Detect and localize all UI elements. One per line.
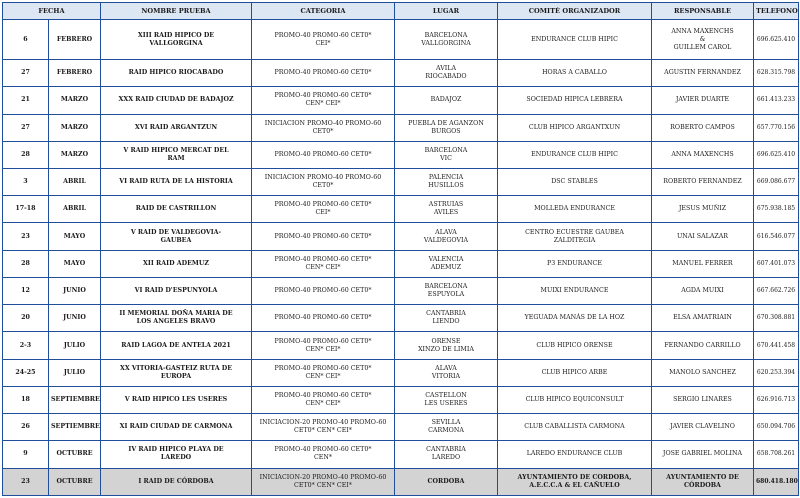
event-category-line: PROMO-40 PROMO-60 CET0* (274, 337, 372, 345)
organizing-committee (498, 250, 652, 277)
event-name-line: RAID LAGOA DE ANTELA 2021 (121, 341, 231, 349)
event-name-line: VI RAID RUTA DE LA HISTORIA (119, 178, 233, 186)
event-location (395, 20, 498, 60)
date-day: 18 (3, 386, 49, 413)
responsible-person-line: MANUEL FERRER (672, 259, 733, 267)
event-name-line: V RAID HIPICO MERCAT DEL (123, 146, 229, 154)
date-day: 28 (3, 250, 49, 277)
organizing-committee (498, 468, 652, 495)
event-category-line: PROMO-40 PROMO-60 CET0* (274, 364, 372, 372)
event-category-line: INICIACION PROMO-40 PROMO-60 (264, 119, 382, 127)
event-name (101, 196, 252, 223)
event-name-line: EUROPA (160, 372, 192, 380)
event-name (101, 305, 252, 332)
organizing-committee-line: DSC STABLES (551, 178, 598, 186)
phone-number: 696.625.410 (754, 141, 799, 168)
event-location-line: VIC (440, 154, 452, 162)
event-name-line: GAUBEA (160, 236, 192, 244)
responsible-person-line: CÓRDOBA (684, 481, 721, 489)
event-location-line: CASTELLON (425, 391, 467, 399)
organizing-committee (498, 60, 652, 87)
event-category-line: CEI* (315, 39, 331, 47)
responsible-person-line: ANNA MAXENCHS (671, 150, 734, 158)
table-row (3, 223, 799, 250)
date-month: JUNIO (49, 277, 101, 304)
event-category-line: CEN* (313, 454, 333, 462)
event-category-line: PROMO-40 PROMO-60 CET0* (274, 92, 372, 100)
header-categoria: CATEGORIA (252, 3, 395, 20)
responsible-person (652, 169, 754, 196)
date-day: 12 (3, 277, 49, 304)
organizing-committee-line: P3 ENDURANCE (547, 259, 602, 267)
event-category-line: PROMO-40 PROMO-60 CET0* (274, 31, 372, 39)
event-location-line: ALAVA (435, 228, 457, 236)
header-comite: COMITÉ ORGANIZADOR (498, 3, 652, 20)
event-name-line: XVI RAID ARGANTZUN (134, 123, 218, 131)
event-category-line: PROMO-40 PROMO-60 CET0* (274, 201, 372, 209)
event-location (395, 277, 498, 304)
event-category-line: PROMO-40 PROMO-60 CET0* (274, 232, 372, 240)
event-name (101, 87, 252, 114)
header-row (3, 3, 799, 20)
date-month: MARZO (49, 87, 101, 114)
responsible-person (652, 277, 754, 304)
date-day: 27 (3, 60, 49, 87)
header-lugar: LUGAR (395, 3, 498, 20)
event-location-line: CANTABRIA (426, 310, 466, 318)
event-location-line: BURGOS (431, 127, 461, 135)
phone-number: 650.094.706 (754, 414, 799, 441)
responsible-person (652, 114, 754, 141)
responsible-person-line: SERGIO LINARES (673, 395, 732, 403)
date-day: 17-18 (3, 196, 49, 223)
event-location (395, 223, 498, 250)
event-category-line: PROMO-40 PROMO-60 CET0* (274, 314, 372, 322)
responsible-person-line: AGUSTIN FERNANDEZ (664, 69, 741, 77)
event-category (252, 305, 395, 332)
event-category (252, 60, 395, 87)
event-location-line: HUSILLOS (428, 182, 464, 190)
event-location (395, 468, 498, 495)
event-location-line: AVILES (433, 209, 459, 217)
table-row (3, 114, 799, 141)
date-day: 6 (3, 20, 49, 60)
event-location-line: VALLGORGINA (421, 39, 471, 47)
event-location (395, 114, 498, 141)
date-day: 24-25 (3, 359, 49, 386)
responsible-person-line: ELSA AMATRIAIN (673, 314, 732, 322)
responsible-person-line: UNAI SALAZAR (676, 232, 729, 240)
event-category (252, 169, 395, 196)
table-row (3, 441, 799, 468)
event-location-line: LAREDO (431, 454, 461, 462)
organizing-committee (498, 114, 652, 141)
event-category-line: CET0* (312, 127, 334, 135)
organizing-committee-line: MOLLEDA ENDURANCE (534, 205, 615, 213)
organizing-committee-line: A.E.C.C.A & EL CAÑUELO (529, 481, 620, 489)
event-category (252, 87, 395, 114)
table-row (3, 169, 799, 196)
date-day: 27 (3, 114, 49, 141)
event-category (252, 196, 395, 223)
date-month: OCTUBRE (49, 468, 101, 495)
responsible-person-line: & (699, 35, 706, 43)
event-category-line: PROMO-40 PROMO-60 CET0* (274, 150, 372, 158)
organizing-committee-line: CLUB HIPICO ARGANTXUN (528, 123, 621, 131)
event-location-line: VALENCIA (428, 255, 464, 263)
table-row (3, 87, 799, 114)
phone-number: 680.418.180 (754, 468, 799, 495)
event-category (252, 332, 395, 359)
event-location (395, 141, 498, 168)
table-row (3, 60, 799, 87)
header-nombre-prueba: NOMBRE PRUEBA (101, 3, 252, 20)
event-location-line: VITORIA (431, 372, 461, 380)
event-location-line: ESPUYOLA (427, 291, 465, 299)
event-location-line: CANTABRIA (426, 446, 466, 454)
responsible-person-line: ROBERTO CAMPOS (670, 123, 735, 131)
event-location-line: LES USERES (424, 399, 468, 407)
event-category-line: INICIACION PROMO-40 PROMO-60 (264, 174, 382, 182)
date-month: SEPTIEMBRE (49, 414, 101, 441)
events-table (2, 2, 799, 496)
event-location-line: BARCELONA (424, 283, 468, 291)
event-location-line: RIOCABADO (425, 73, 467, 81)
table-row (3, 332, 799, 359)
event-name (101, 141, 252, 168)
event-category (252, 386, 395, 413)
event-name-line: II MEMORIAL DOÑA MARIA DE (119, 310, 233, 318)
event-location-line: VALDEGOVIA (423, 236, 469, 244)
event-name-line: I RAID DE CÓRDOBA (138, 477, 214, 485)
event-category (252, 468, 395, 495)
event-category-line: PROMO-40 PROMO-60 CET0* (274, 391, 372, 399)
date-month: ABRIL (49, 196, 101, 223)
event-category-line: PROMO-40 PROMO-60 CET0* (274, 287, 372, 295)
table-row (3, 141, 799, 168)
phone-number: 607.401.073 (754, 250, 799, 277)
organizing-committee-line: ZALDITEGIA (553, 236, 596, 244)
table-row (3, 250, 799, 277)
responsible-person (652, 359, 754, 386)
date-day: 23 (3, 468, 49, 495)
date-day: 21 (3, 87, 49, 114)
header-fecha: FECHA (3, 3, 101, 20)
event-location (395, 414, 498, 441)
event-category-line: INICIACION-20 PROMO-40 PROMO-60 (259, 419, 387, 427)
organizing-committee-line: CLUB HIPICO EQUICONSULT (525, 395, 624, 403)
date-month: MARZO (49, 141, 101, 168)
event-location-line: ASTRUIAS (428, 201, 464, 209)
event-name (101, 414, 252, 441)
event-name-line: XI RAID CIUDAD DE CARMONA (119, 423, 233, 431)
event-name (101, 277, 252, 304)
event-category-line: PROMO-40 PROMO-60 CET0* (274, 255, 372, 263)
event-category-line: CEI* (315, 209, 331, 217)
organizing-committee (498, 277, 652, 304)
header-responsable: RESPONSABLE (652, 3, 754, 20)
event-name-line: IV RAID HIPICO PLAYA DE (128, 446, 224, 454)
organizing-committee-line: SOCIEDAD HIPICA LEBRERA (526, 96, 623, 104)
event-name-line: XIII RAID HIPICO DE (137, 31, 215, 39)
event-category (252, 141, 395, 168)
organizing-committee-line: ENDURANCE CLUB HIPIC (531, 35, 618, 43)
event-location-line: CARMONA (428, 427, 464, 435)
table-row (3, 277, 799, 304)
table-row (3, 20, 799, 60)
phone-number: 620.253.394 (754, 359, 799, 386)
organizing-committee-line: CLUB HIPICO ORENSE (536, 341, 613, 349)
event-category (252, 441, 395, 468)
event-name (101, 169, 252, 196)
phone-number: 626.916.713 (754, 386, 799, 413)
event-name (101, 359, 252, 386)
responsible-person (652, 441, 754, 468)
date-month: FEBRERO (49, 60, 101, 87)
event-name (101, 468, 252, 495)
event-location (395, 60, 498, 87)
event-location (395, 441, 498, 468)
responsible-person (652, 414, 754, 441)
event-name-line: V RAID DE VALDEGOVIA- (130, 228, 222, 236)
event-name-line: RAID DE CASTRILLON (135, 205, 217, 213)
event-location-line: XINZO DE LIMIA (418, 345, 474, 353)
organizing-committee-line: CLUB HIPICO ARBE (541, 368, 608, 376)
event-category-line: CEN* CEI* (305, 263, 341, 271)
organizing-committee (498, 305, 652, 332)
event-name-line: XX VITORIA-GASTEIZ RUTA DE (119, 364, 233, 372)
phone-number: 657.770.156 (754, 114, 799, 141)
organizing-committee (498, 87, 652, 114)
organizing-committee (498, 386, 652, 413)
event-name-line: XII RAID ADEMUZ (143, 259, 209, 267)
organizing-committee (498, 196, 652, 223)
event-category (252, 414, 395, 441)
organizing-committee-line: CLUB CABALLISTA CARMONA (524, 423, 625, 431)
event-category-line: CET0* CEN* CEI* (294, 427, 352, 435)
date-day: 28 (3, 141, 49, 168)
organizing-committee-line: YEGUADA MANÁS DE LA HOZ (524, 314, 625, 322)
organizing-committee (498, 223, 652, 250)
phone-number: 667.662.726 (754, 277, 799, 304)
table-body (3, 20, 799, 496)
phone-number: 628.315.798 (754, 60, 799, 87)
phone-number: 675.938.185 (754, 196, 799, 223)
event-location (395, 386, 498, 413)
event-location-line: ALAVA (435, 364, 457, 372)
responsible-person-line: JAVIER DUARTE (675, 96, 730, 104)
event-name (101, 386, 252, 413)
event-category-line: INICIACION-20 PROMO-40 PROMO-60 (259, 473, 387, 481)
organizing-committee-line: LAREDO ENDURANCE CLUB (526, 450, 623, 458)
date-day: 26 (3, 414, 49, 441)
responsible-person-line: MANOLO SANCHEZ (669, 368, 736, 376)
date-month: FEBRERO (49, 20, 101, 60)
date-month: JULIO (49, 332, 101, 359)
responsible-person (652, 332, 754, 359)
event-name-line: RAID HIPICO RIOCABADO (128, 69, 224, 77)
table-row (3, 196, 799, 223)
date-day: 9 (3, 441, 49, 468)
responsible-person-line: JESUS MUÑIZ (678, 205, 727, 213)
responsible-person (652, 60, 754, 87)
date-month: OCTUBRE (49, 441, 101, 468)
organizing-committee-line: CENTRO ECUESTRE GAUBEA (525, 228, 624, 236)
responsible-person (652, 250, 754, 277)
event-location-line: CORDOBA (427, 477, 465, 485)
event-location-line: BADAJOZ (430, 96, 462, 104)
organizing-committee-line: AYUNTAMIENTO DE CORDOBA, (517, 473, 632, 481)
event-name (101, 250, 252, 277)
organizing-committee (498, 359, 652, 386)
responsible-person-line: JAVIER CLAVELINO (670, 423, 735, 431)
date-month: SEPTIEMBRE (49, 386, 101, 413)
event-category (252, 359, 395, 386)
responsible-person-line: AYUNTAMIENTO DE (666, 473, 739, 481)
event-name (101, 223, 252, 250)
table-row (3, 468, 799, 495)
event-category-line: PROMO-40 PROMO-60 CET0* (274, 69, 372, 77)
responsible-person (652, 141, 754, 168)
phone-number: 670.308.881 (754, 305, 799, 332)
header-telefono: TELEFONO (754, 3, 799, 20)
event-category-line: CEN* CEI* (305, 100, 341, 108)
date-month: MAYO (49, 250, 101, 277)
event-location (395, 196, 498, 223)
responsible-person-line: GUILLEM CAROL (673, 43, 732, 51)
phone-number: 661.413.233 (754, 87, 799, 114)
responsible-person-line: ANNA MAXENCHS (671, 27, 734, 35)
event-location-line: PUEBLA DE AGANZON (408, 119, 484, 127)
table-row (3, 414, 799, 441)
event-category (252, 20, 395, 60)
date-day: 20 (3, 305, 49, 332)
responsible-person (652, 87, 754, 114)
event-category-line: CEN* CEI* (305, 399, 341, 407)
event-location (395, 169, 498, 196)
event-category-line: PROMO-40 PROMO-60 CET0* (274, 446, 372, 454)
responsible-person (652, 196, 754, 223)
event-name-line: VI RAID D'ESPUNYOLA (134, 287, 218, 295)
organizing-committee (498, 332, 652, 359)
event-location-line: PALENCIA (428, 174, 464, 182)
table-row (3, 386, 799, 413)
event-name (101, 441, 252, 468)
event-location (395, 359, 498, 386)
event-location-line: ORENSE (431, 337, 461, 345)
phone-number: 696.625.410 (754, 20, 799, 60)
organizing-committee-line: MUIXI ENDURANCE (540, 287, 609, 295)
event-name-line: LAREDO (160, 454, 192, 462)
event-category (252, 277, 395, 304)
date-day: 23 (3, 223, 49, 250)
date-month: MARZO (49, 114, 101, 141)
responsible-person (652, 305, 754, 332)
event-name (101, 114, 252, 141)
organizing-committee-line: ENDURANCE CLUB HIPIC (531, 150, 618, 158)
date-day: 2-3 (3, 332, 49, 359)
event-category-line: CET0* (312, 182, 334, 190)
event-location-line: SEVILLA (431, 419, 461, 427)
event-location (395, 87, 498, 114)
event-name (101, 60, 252, 87)
event-category-line: CEN* CEI* (305, 345, 341, 353)
date-month: JUNIO (49, 305, 101, 332)
date-month: JULIO (49, 359, 101, 386)
event-location-line: LIENDO (432, 318, 460, 326)
event-name-line: LOS ANGELES BRAVO (136, 318, 216, 326)
responsible-person-line: ROBERTO FERNANDEZ (663, 178, 742, 186)
event-name-line: XXX RAID CIUDAD DE BADAJOZ (118, 96, 234, 104)
event-category-line: CEN* CEI* (305, 372, 341, 380)
table-row (3, 305, 799, 332)
date-day: 3 (3, 169, 49, 196)
event-category (252, 223, 395, 250)
event-name-line: V RAID HIPICO LES USERES (124, 395, 228, 403)
organizing-committee (498, 441, 652, 468)
event-category (252, 250, 395, 277)
responsible-person-line: JOSE GABRIEL MOLINA (662, 450, 743, 458)
table-row (3, 359, 799, 386)
event-name (101, 332, 252, 359)
responsible-person-line: AGDA MUIXI (681, 287, 724, 295)
event-location (395, 250, 498, 277)
event-category-line: CET0* CEN* CEI* (294, 481, 352, 489)
event-location-line: AVILA (436, 65, 456, 73)
responsible-person (652, 386, 754, 413)
organizing-committee-line: HORAS A CABALLO (542, 69, 607, 77)
responsible-person (652, 223, 754, 250)
event-location-line: BARCELONA (424, 146, 468, 154)
event-name (101, 20, 252, 60)
event-name-line: VALLGORGINA (149, 39, 203, 47)
event-location (395, 332, 498, 359)
organizing-committee (498, 20, 652, 60)
event-category (252, 114, 395, 141)
date-month: MAYO (49, 223, 101, 250)
organizing-committee (498, 141, 652, 168)
event-location-line: ADEMUZ (430, 263, 462, 271)
phone-number: 669.086.677 (754, 169, 799, 196)
phone-number: 658.708.261 (754, 441, 799, 468)
phone-number: 616.546.077 (754, 223, 799, 250)
event-location-line: BARCELONA (424, 31, 468, 39)
organizing-committee (498, 169, 652, 196)
date-month: ABRIL (49, 169, 101, 196)
responsible-person (652, 20, 754, 60)
phone-number: 670.441.458 (754, 332, 799, 359)
event-name-line: RAM (167, 154, 185, 162)
event-location (395, 305, 498, 332)
organizing-committee (498, 414, 652, 441)
responsible-person (652, 468, 754, 495)
responsible-person-line: FERNANDO CARRILLO (664, 341, 741, 349)
